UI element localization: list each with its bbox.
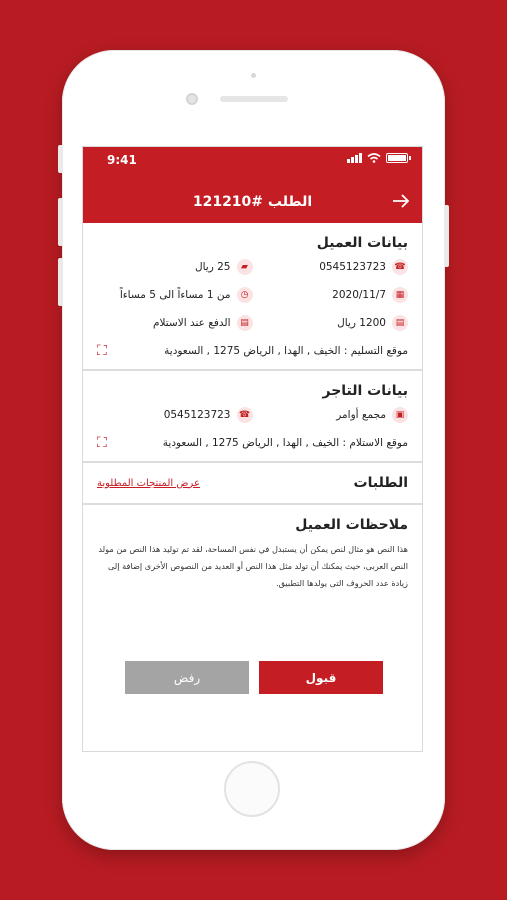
customer-phone-row	[253, 259, 409, 275]
truck-icon: ▰	[237, 259, 253, 275]
page-title: الطلب #121210	[192, 194, 313, 210]
orders-section	[83, 463, 422, 505]
map-icon[interactable]: ⛶	[97, 435, 107, 451]
volume-up-button	[58, 198, 63, 246]
delivery-fee: 25 ريال	[194, 261, 231, 273]
delivery-fee-row	[97, 259, 253, 275]
arrow-right-icon[interactable]	[392, 193, 410, 211]
phone-icon: ☎	[237, 407, 253, 423]
payment-row	[97, 315, 253, 331]
notes-title: ملاحظات العميل	[295, 517, 408, 533]
amount-row	[253, 315, 409, 331]
battery-icon	[386, 153, 408, 163]
home-button[interactable]	[224, 761, 280, 817]
header-bar	[83, 147, 422, 223]
order-amount: 1200 ريال	[337, 317, 386, 329]
front-camera	[186, 93, 198, 105]
clock-icon: ◷	[237, 287, 253, 303]
merchant-name-row	[253, 407, 409, 423]
view-products-link[interactable]: عرض المنتجات المطلوبة	[97, 477, 200, 489]
pickup-address-row	[97, 435, 408, 451]
reject-button[interactable]: رفض	[125, 661, 249, 694]
store-icon: ▣	[392, 407, 408, 423]
time-row	[97, 287, 253, 303]
cash-icon: ▤	[237, 315, 253, 331]
order-date: 2020/11/7	[332, 289, 386, 301]
phone-icon: ☎	[392, 259, 408, 275]
accept-button[interactable]: قبول	[259, 661, 383, 694]
delivery-address: موقع التسليم : الخيف , الهدا , الرياض 1275 , السعودية	[164, 345, 408, 357]
customer-section	[83, 223, 422, 371]
map-icon[interactable]: ⛶	[97, 343, 107, 359]
notes-text: هذا النص هو مثال لنص يمكن أن يستبدل في نفس المساحة، لقد تم توليد هذا النص من مولد النص العربى، حيث يمكنك أن تولد مثل هذا النص أو العديد من النصوص الأخرى إضافة إلى زيادة عدد الحروف التى يولدها التطبيق.	[98, 544, 408, 588]
payment-method: الدفع عند الاستلام	[153, 317, 231, 329]
date-row	[253, 287, 409, 303]
merchant-title: بيانات التاجر	[322, 383, 408, 399]
app-screen	[82, 146, 423, 752]
mute-switch	[58, 145, 63, 173]
status-icons	[347, 153, 408, 163]
merchant-section	[83, 371, 422, 463]
time-range: من 1 مساءاً الى 5 مساءاً	[119, 289, 231, 301]
signal-icon	[347, 153, 362, 163]
sensor-dot	[251, 73, 256, 78]
pickup-address: موقع الاستلام : الخيف , الهدا , الرياض 1275 , السعودية	[162, 437, 408, 449]
volume-down-button	[58, 258, 63, 306]
merchant-phone-row	[97, 407, 253, 423]
money-icon: ▤	[392, 315, 408, 331]
delivery-address-row	[97, 343, 408, 359]
customer-title: بيانات العميل	[316, 235, 408, 251]
wifi-icon	[367, 153, 381, 163]
merchant-name: مجمع أوامر	[336, 409, 386, 421]
earpiece-speaker	[220, 96, 288, 102]
status-time: 9:41	[107, 153, 137, 167]
calendar-icon: ▦	[392, 287, 408, 303]
orders-title: الطلبات	[353, 475, 408, 491]
power-button	[444, 205, 449, 267]
action-buttons	[125, 661, 383, 694]
customer-phone: 0545123723	[319, 261, 386, 273]
notes-section	[83, 505, 422, 604]
merchant-phone: 0545123723	[163, 409, 231, 421]
